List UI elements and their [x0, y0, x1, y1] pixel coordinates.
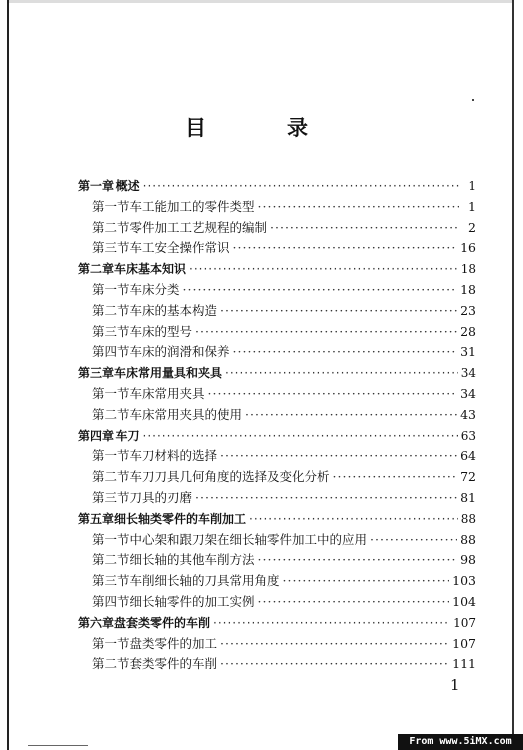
toc-entry-number: 第二节	[92, 219, 130, 235]
toc-entry-page: 104	[452, 593, 476, 609]
toc-entry-page: 18	[460, 281, 476, 297]
toc-entry-title: 概述	[115, 179, 140, 193]
toc-entry-page: 103	[452, 573, 476, 589]
toc-leader-dots	[333, 467, 458, 488]
toc-leader-dots	[270, 218, 459, 239]
toc-chapter-row[interactable]	[78, 363, 476, 384]
toc-entry-number: 第二节	[92, 302, 130, 318]
toc-section-row[interactable]	[78, 634, 476, 655]
toc-entry-page: 98	[460, 552, 476, 568]
toc-section-row[interactable]	[78, 197, 476, 218]
toc-entry-title: 车刀	[115, 428, 140, 443]
toc-entry-page: 43	[460, 406, 476, 422]
scan-speck	[472, 99, 474, 101]
toc-entry-title: 车床的型号	[129, 323, 193, 339]
toc-leader-dots	[220, 446, 457, 467]
toc-leader-dots	[233, 238, 458, 259]
toc-entry-page: 31	[460, 344, 476, 360]
toc-chapter-row[interactable]	[78, 509, 476, 530]
watermark-bar: From www.5iMX.com	[398, 734, 523, 750]
toc-entry-number: 第一节	[92, 385, 130, 401]
toc-entry-number: 第四节	[92, 593, 130, 609]
toc-leader-dots	[249, 509, 458, 530]
toc-leader-dots	[220, 301, 457, 322]
toc-section-row[interactable]	[78, 488, 476, 509]
toc-chapter-row[interactable]	[78, 613, 476, 634]
toc-section-row[interactable]	[78, 530, 476, 551]
toc-leader-dots	[258, 197, 459, 218]
toc-section-row[interactable]	[78, 238, 476, 259]
toc-leader-dots	[208, 384, 458, 405]
toc-entry-title: 车削细长轴的刀具常用角度	[129, 573, 280, 589]
toc-chapter-row[interactable]	[78, 426, 476, 447]
toc-section-row[interactable]	[78, 301, 476, 322]
toc-entry-page: 34	[460, 366, 476, 381]
toc-entry-page: 81	[460, 489, 476, 505]
toc-entry-number: 第一节	[92, 635, 130, 651]
toc-entry-number: 第一章	[78, 179, 115, 193]
toc-section-row[interactable]	[78, 467, 476, 488]
toc-entry-number: 第一节	[92, 531, 130, 547]
toc-entry-title: 刀具的刃磨	[129, 489, 193, 505]
toc-entry-page: 107	[452, 635, 476, 651]
toc-entry-title: 细长轴类零件的车削加工	[114, 511, 247, 526]
toc-section-row[interactable]	[78, 446, 476, 467]
toc-leader-dots	[258, 592, 450, 613]
toc-entry-number: 第二章	[78, 262, 115, 277]
toc-entry-title: 车床常用量具和夹具	[114, 366, 223, 381]
toc-entry-page: 16	[460, 240, 476, 256]
scan-bottom-line	[28, 745, 88, 746]
toc-section-row[interactable]	[78, 550, 476, 571]
toc-entry-page: 111	[452, 656, 476, 672]
toc-leader-dots	[195, 322, 457, 343]
toc-entry-title: 套类零件的车削	[129, 656, 218, 672]
toc-entry-number: 第二节	[92, 656, 130, 672]
page-number: 1	[450, 676, 460, 694]
toc-section-row[interactable]	[78, 384, 476, 405]
toc-entry-title: 盘类零件的加工	[129, 635, 218, 651]
toc-entry-page: 2	[468, 219, 476, 235]
toc-leader-dots	[183, 280, 458, 301]
toc-entry-page: 1	[468, 198, 476, 214]
toc-leader-dots	[283, 571, 450, 592]
toc-leader-dots	[245, 405, 457, 426]
toc-section-row[interactable]	[78, 280, 476, 301]
toc-entry-page: 64	[460, 448, 476, 464]
toc-section-row[interactable]	[78, 405, 476, 426]
toc-chapter-row[interactable]	[78, 259, 476, 280]
toc-section-row[interactable]	[78, 322, 476, 343]
toc-entry-page: 88	[460, 531, 476, 547]
toc-entry-title: 中心架和跟刀架在细长轴零件加工中的应用	[129, 531, 368, 547]
table-of-contents	[78, 176, 476, 675]
toc-entry-number: 第二节	[92, 469, 130, 485]
toc-entry-title: 车床基本知识	[114, 262, 187, 277]
toc-entry-number: 第六章	[78, 615, 115, 630]
toc-leader-dots	[370, 530, 457, 551]
toc-leader-dots	[220, 654, 449, 675]
toc-entry-title: 车工安全操作常识	[129, 240, 230, 256]
toc-entry-page: 18	[460, 262, 476, 277]
toc-leader-dots	[233, 342, 458, 363]
toc-leader-dots	[258, 550, 458, 571]
toc-entry-page: 23	[460, 302, 476, 318]
toc-leader-dots	[143, 176, 459, 197]
page-title: 目 录	[185, 116, 338, 140]
toc-entry-title: 细长轴零件的加工实例	[129, 593, 255, 609]
toc-entry-title: 盘套类零件的车削	[114, 615, 211, 630]
toc-section-row[interactable]	[78, 218, 476, 239]
toc-entry-page: 107	[453, 615, 476, 630]
toc-section-row[interactable]	[78, 654, 476, 675]
toc-entry-title: 车床常用夹具的使用	[129, 406, 243, 422]
toc-leader-dots	[225, 363, 458, 384]
toc-leader-dots	[189, 259, 458, 280]
toc-entry-number: 第三节	[92, 573, 130, 589]
toc-entry-number: 第三节	[92, 323, 130, 339]
toc-entry-title: 细长轴的其他车削方法	[129, 552, 255, 568]
toc-entry-title: 零件加工工艺规程的编制	[129, 219, 268, 235]
toc-entry-page: 28	[460, 323, 476, 339]
toc-entry-number: 第三章	[78, 366, 115, 381]
toc-entry-number: 第一节	[92, 281, 130, 297]
toc-entry-page: 34	[460, 385, 476, 401]
toc-entry-number: 第一节	[92, 448, 130, 464]
toc-entry-title: 车刀材料的选择	[129, 448, 218, 464]
toc-entry-title: 车刀刀具几何角度的选择及变化分析	[129, 469, 330, 485]
toc-entry-page: 1	[468, 179, 476, 193]
toc-entry-number: 第四节	[92, 344, 130, 360]
toc-chapter-row[interactable]	[78, 176, 476, 197]
toc-entry-number: 第五章	[78, 511, 115, 526]
toc-entry-title: 车工能加工的零件类型	[129, 198, 255, 214]
toc-entry-number: 第三节	[92, 240, 130, 256]
toc-entry-number: 第二节	[92, 552, 130, 568]
scan-top-edge	[7, 0, 514, 3]
toc-leader-dots	[195, 488, 457, 509]
toc-entry-title: 车床分类	[129, 281, 180, 297]
toc-leader-dots	[143, 426, 458, 447]
toc-entry-number: 第四章	[78, 428, 115, 443]
toc-entry-title: 车床的基本构造	[129, 302, 218, 318]
toc-entry-title: 车床常用夹具	[129, 385, 205, 401]
toc-section-row[interactable]	[78, 342, 476, 363]
toc-entry-number: 第二节	[92, 406, 130, 422]
toc-entry-number: 第一节	[92, 198, 130, 214]
toc-entry-number: 第三节	[92, 489, 130, 505]
toc-section-row[interactable]	[78, 592, 476, 613]
toc-entry-page: 72	[460, 469, 476, 485]
toc-entry-title: 车床的润滑和保养	[129, 344, 230, 360]
toc-section-row[interactable]	[78, 571, 476, 592]
toc-leader-dots	[213, 613, 450, 634]
toc-entry-page: 88	[460, 511, 476, 526]
toc-entry-page: 63	[460, 428, 476, 443]
toc-leader-dots	[220, 634, 449, 655]
